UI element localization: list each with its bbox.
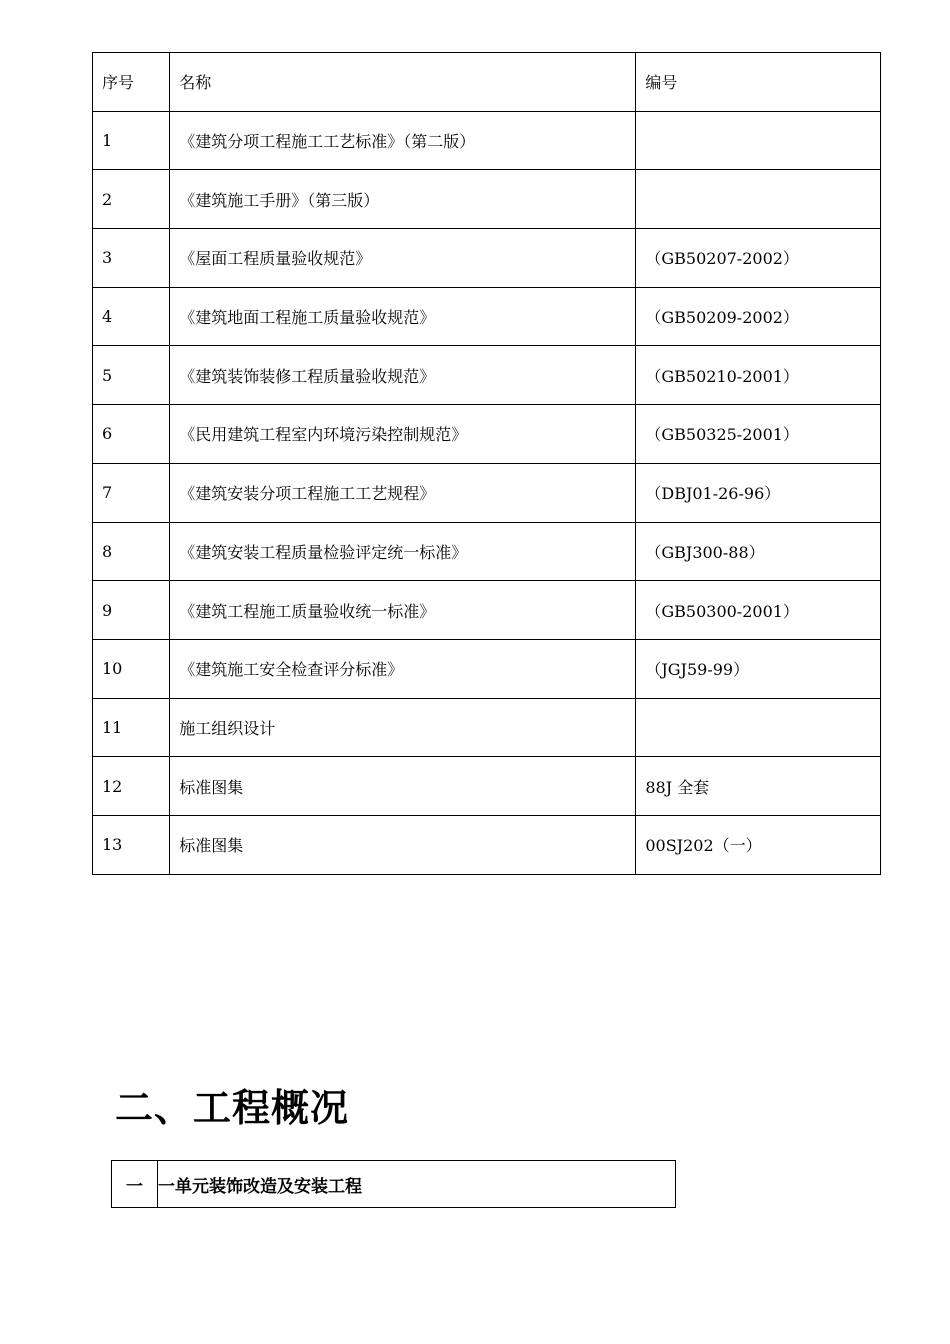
project-overview-table [111,1160,676,1208]
table-row [93,111,881,170]
header-cell-code: 编号 [636,53,881,112]
row-cell-code [636,698,881,757]
row-cell-code: （GB50210-2001） [636,346,881,405]
header-cell-number: 序号 [93,53,170,112]
row-cell-name: 《建筑安装工程质量检验评定统一标准》 [170,522,636,581]
row-cell-number: 2 [93,170,170,229]
row-cell-number: 8 [93,522,170,581]
row-cell-number: 4 [93,287,170,346]
row-cell-code: 88J 全套 [636,757,881,816]
row-cell-number: 12 [93,757,170,816]
row-cell-code: 00SJ202（一） [636,815,881,874]
row-cell-code [636,111,881,170]
row-cell-name: 《建筑分项工程施工工艺标准》（第二版） [170,111,636,170]
row-cell-number: 11 [93,698,170,757]
row-cell-code: （GBJ300-88） [636,522,881,581]
row-cell-name: 《建筑装饰装修工程质量验收规范》 [170,346,636,405]
table-row [93,229,881,288]
project-item-row [112,1161,676,1208]
row-cell-name: 《民用建筑工程室内环境污染控制规范》 [170,405,636,464]
row-cell-name: 《建筑安装分项工程施工工艺规程》 [170,463,636,522]
row-cell-name: 标准图集 [170,757,636,816]
project-item-number: 一 [112,1161,158,1208]
table-row [93,698,881,757]
table-row [93,815,881,874]
row-cell-code: （GB50209-2002） [636,287,881,346]
table-row [93,346,881,405]
table-row [93,757,881,816]
table-row [93,522,881,581]
row-cell-number: 7 [93,463,170,522]
table-row [93,287,881,346]
row-cell-code: （GB50325-2001） [636,405,881,464]
row-cell-number: 6 [93,405,170,464]
reference-standards-table [92,52,881,875]
row-cell-code [636,170,881,229]
table-row [93,581,881,640]
row-cell-name: 《建筑工程施工质量验收统一标准》 [170,581,636,640]
row-cell-number: 9 [93,581,170,640]
section-title: 二、工程概况 [115,1086,350,1130]
table-header-row [93,53,881,112]
row-cell-number: 13 [93,815,170,874]
project-item-name: 一单元装饰改造及安装工程 [158,1161,676,1208]
row-cell-code: （DBJ01-26-96） [636,463,881,522]
row-cell-code: （GB50300-2001） [636,581,881,640]
table-row [93,405,881,464]
row-cell-number: 5 [93,346,170,405]
row-cell-number: 3 [93,229,170,288]
row-cell-name: 《屋面工程质量验收规范》 [170,229,636,288]
header-cell-name: 名称 [170,53,636,112]
row-cell-name: 施工组织设计 [170,698,636,757]
row-cell-number: 10 [93,639,170,698]
row-cell-code: （JGJ59-99） [636,639,881,698]
row-cell-name: 《建筑施工手册》（第三版） [170,170,636,229]
reference-table-body [93,53,881,875]
row-cell-number: 1 [93,111,170,170]
table-row [93,639,881,698]
row-cell-name: 《建筑地面工程施工质量验收规范》 [170,287,636,346]
row-cell-name: 标准图集 [170,815,636,874]
table-row [93,463,881,522]
row-cell-code: （GB50207-2002） [636,229,881,288]
row-cell-name: 《建筑施工安全检查评分标准》 [170,639,636,698]
table-row [93,170,881,229]
